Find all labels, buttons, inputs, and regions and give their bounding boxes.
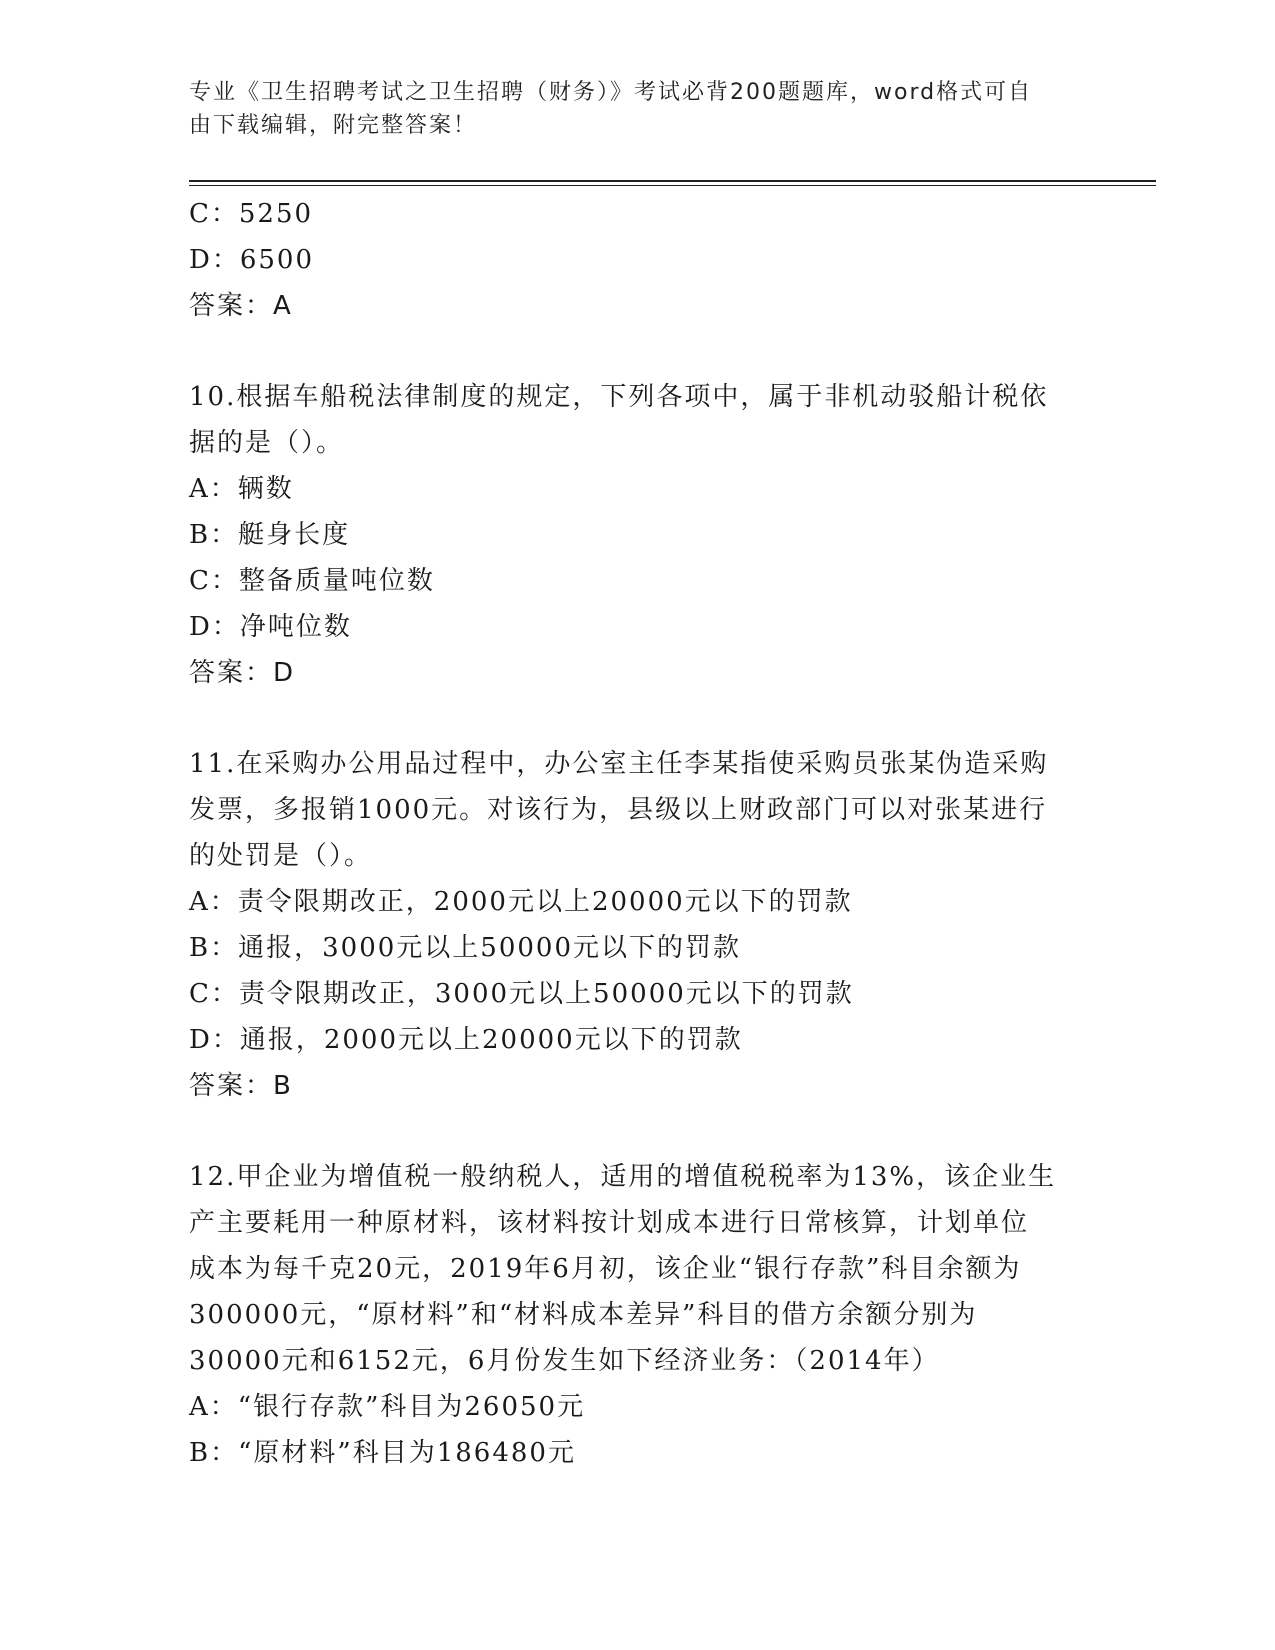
q11-stem-line-1: 11.在采购办公用品过程中，办公室主任李某指使采购员张某伪造采购 — [189, 749, 1049, 779]
q12-option-b: B：“原材料”科目为186480元 — [189, 1438, 576, 1468]
q10-option-a: A：辆数 — [189, 474, 294, 504]
q9-answer: 答案：A — [189, 291, 293, 321]
q9-option-c: C：5250 — [189, 199, 314, 229]
q12-stem-line-2: 产主要耗用一种原材料，该材料按计划成本进行日常核算，计划单位 — [189, 1208, 1030, 1238]
q10-option-c: C：整备质量吨位数 — [189, 566, 435, 596]
q10-stem-line-2: 据的是（）。 — [189, 428, 345, 458]
q11-option-b: B：通报，3000元以上50000元以下的罚款 — [189, 933, 741, 963]
q12-stem-line-4: 300000元，“原材料”和“材料成本差异”科目的借方余额分别为 — [189, 1300, 978, 1330]
q11-option-c: C：责令限期改正，3000元以上50000元以下的罚款 — [189, 979, 854, 1009]
q12-stem-line-5: 30000元和6152元，6月份发生如下经济业务：（2014年） — [189, 1346, 940, 1376]
header-line-2: 由下载编辑，附完整答案！ — [189, 113, 478, 138]
header-line-1: 专业《卫生招聘考试之卫生招聘（财务）》考试必背200题题库，word格式可自 — [189, 80, 1033, 105]
q11-stem-line-2: 发票，多报销1000元。对该行为，县级以上财政部门可以对张某进行 — [189, 795, 1048, 825]
q11-stem-line-3: 的处罚是（）。 — [189, 841, 373, 871]
header-divider-thin — [189, 185, 1156, 186]
q12-stem-line-1: 12.甲企业为增值税一般纳税人，适用的增值税税率为13%，该企业生 — [189, 1162, 1057, 1192]
document-header — [189, 76, 1089, 142]
q10-option-b: B：艇身长度 — [189, 520, 351, 550]
q10-option-d: D：净吨位数 — [189, 612, 352, 642]
q12-stem-line-3: 成本为每千克20元，2019年6月初，该企业“银行存款”科目余额为 — [189, 1254, 1022, 1284]
question-content — [189, 191, 1089, 1476]
q10-stem-line-1: 10.根据车船税法律制度的规定，下列各项中，属于非机动驳船计税依 — [189, 382, 1049, 412]
q12-option-a: A：“银行存款”科目为26050元 — [189, 1392, 586, 1422]
q10-answer: 答案：D — [189, 658, 296, 688]
q9-option-d: D：6500 — [189, 245, 315, 275]
q11-option-d: D：通报，2000元以上20000元以下的罚款 — [189, 1025, 743, 1055]
q11-option-a: A：责令限期改正，2000元以上20000元以下的罚款 — [189, 887, 853, 917]
header-divider-thick — [189, 180, 1156, 182]
q11-answer: 答案：B — [189, 1071, 293, 1101]
